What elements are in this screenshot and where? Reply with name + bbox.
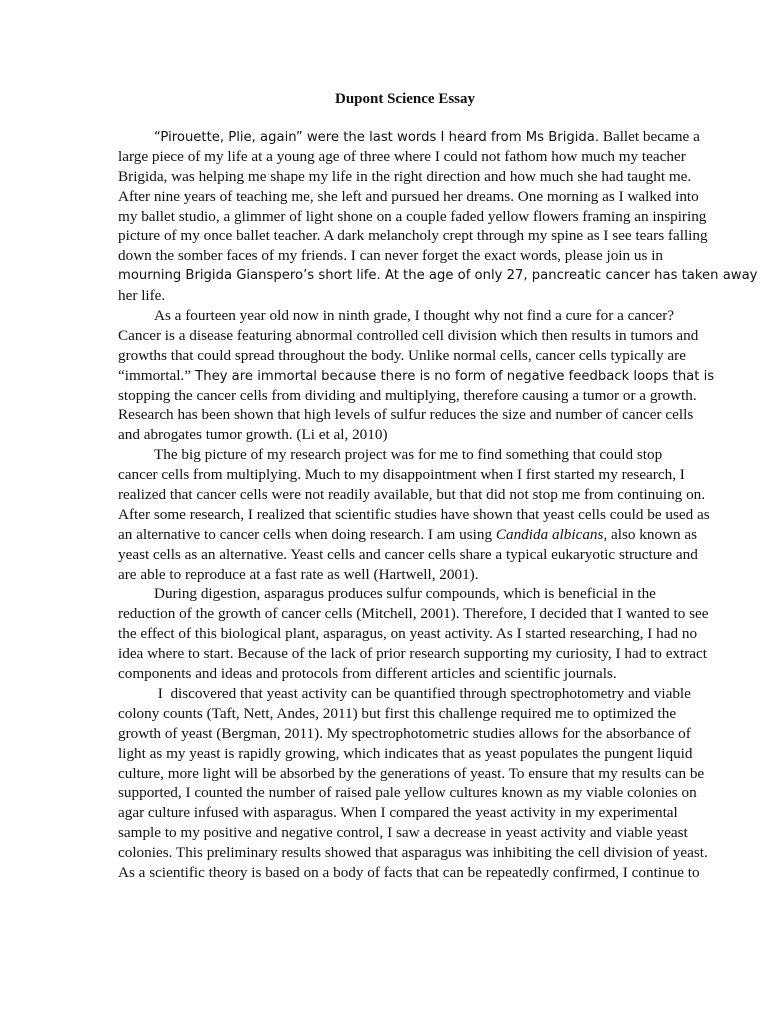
text-line: mourning Brigida Gianspero’s short life. At the age of only 27, pancreatic cancer has taken away <box>118 268 758 284</box>
text-line: components and ideas and protocols from different articles and scientific journals. <box>118 665 617 683</box>
essay-body <box>118 127 758 883</box>
text-line: growths that could spread throughout the body. Unlike normal cells, cancer cells typically are <box>118 346 686 364</box>
text-line: her life. <box>118 287 166 305</box>
text-line: growth of yeast (Bergman, 2011). My spectrophotometric studies allows for the absorbance of <box>118 724 691 742</box>
text-line: reduction of the growth of cancer cells (Mitchell, 2001). Therefore, I decided that I wanted to see <box>118 605 709 623</box>
essay-title: Dupont Science Essay <box>334 91 476 107</box>
text-line: cancer cells from multiplying. Much to my disappointment when I first started my research, I <box>118 466 685 484</box>
text-line: During digestion, asparagus produces sulfur compounds, which is beneficial in the <box>154 585 656 603</box>
text-line: After some research, I realized that scientific studies have shown that yeast cells could be used as <box>118 505 710 523</box>
text-line: realized that cancer cells were not readily available, but that did not stop me from continuing on. <box>118 486 706 504</box>
text-line-segment: an alternative to cancer cells when doing research. I am using <box>118 525 496 543</box>
text-line: As a fourteen year old now in ninth grade, I thought why not find a cure for a cancer? <box>154 307 674 325</box>
text-line: picture of my once ballet teacher. A dark melancholy crept through my spine as I see tears falling <box>118 227 708 245</box>
text-line: I discovered that yeast activity can be quantified through spectrophotometry and viable <box>154 684 691 702</box>
text-line: yeast cells as an alternative. Yeast cells and cancer cells share a typical eukaryotic structure and <box>118 545 698 563</box>
text-line: colonies. This preliminary results showed that asparagus was inhibiting the cell division of yeast. <box>118 844 708 862</box>
text-line: culture, more light will be absorbed by the generations of yeast. To ensure that my results can be <box>118 764 705 782</box>
text-line: my ballet studio, a glimmer of light shone on a couple faded yellow flowers framing an inspiring <box>118 207 707 225</box>
text-line <box>118 127 700 147</box>
text-line <box>118 525 698 545</box>
text-line: down the somber faces of my friends. I can never forget the exact words, please join us in <box>118 247 664 265</box>
text-line: light as my yeast is rapidly growing, which indicates that as yeast populates the pungent liquid <box>118 744 693 762</box>
text-line: sample to my positive and negative control, I saw a decrease in yeast activity and viable yeast <box>118 824 688 842</box>
text-line: and abrogates tumor growth. (Li et al, 2010) <box>118 426 388 444</box>
text-line: large piece of my life at a young age of three where I could not fathom how much my teacher <box>118 147 686 165</box>
text-line: agar culture infused with asparagus. When I compared the yeast activity in my experimental <box>118 804 678 822</box>
text-line: Research has been shown that high levels of sulfur reduces the size and number of cancer cells <box>118 406 694 424</box>
text-line-segment: “immortal.” <box>118 366 191 384</box>
species-name: Candida albicans <box>495 525 604 543</box>
text-line-segment: Ballet became a <box>599 128 700 145</box>
text-line: idea where to start. Because of the lack of prior research supporting my curiosity, I had to extract <box>118 645 708 663</box>
text-line-segment: , also known as <box>603 525 698 543</box>
text-line-segment: “Pirouette, Plie, again” were the last words I heard from Ms Brigida. <box>154 130 600 145</box>
text-line: The big picture of my research project was for me to find something that could stop <box>154 446 663 464</box>
text-line: colony counts (Taft, Nett, Andes, 2011) but first this challenge required me to optimized the <box>118 704 677 722</box>
text-line: After nine years of teaching me, she left and pursued her dreams. One morning as I walked into <box>118 187 699 205</box>
text-line: As a scientific theory is based on a body of facts that can be repeatedly confirmed, I continue to <box>118 863 700 881</box>
text-line: supported, I counted the number of raised pale yellow cultures known as my viable colonies on <box>118 784 697 802</box>
text-line: the effect of this biological plant, asparagus, on yeast activity. As I started researching, I had no <box>118 625 698 643</box>
text-line: are able to reproduce at a fast rate as well (Hartwell, 2001). <box>118 565 479 583</box>
text-line: Cancer is a disease featuring abnormal controlled cell division which then results in tumors and <box>118 326 699 344</box>
text-line <box>118 366 715 386</box>
text-line: stopping the cancer cells from dividing and multiplying, therefore causing a tumor or a growth. <box>118 386 697 404</box>
text-line: Brigida, was helping me shape my life in the right direction and how much she had taught me. <box>118 167 692 185</box>
text-line-segment: They are immortal because there is no form of negative feedback loops that is <box>190 368 715 384</box>
